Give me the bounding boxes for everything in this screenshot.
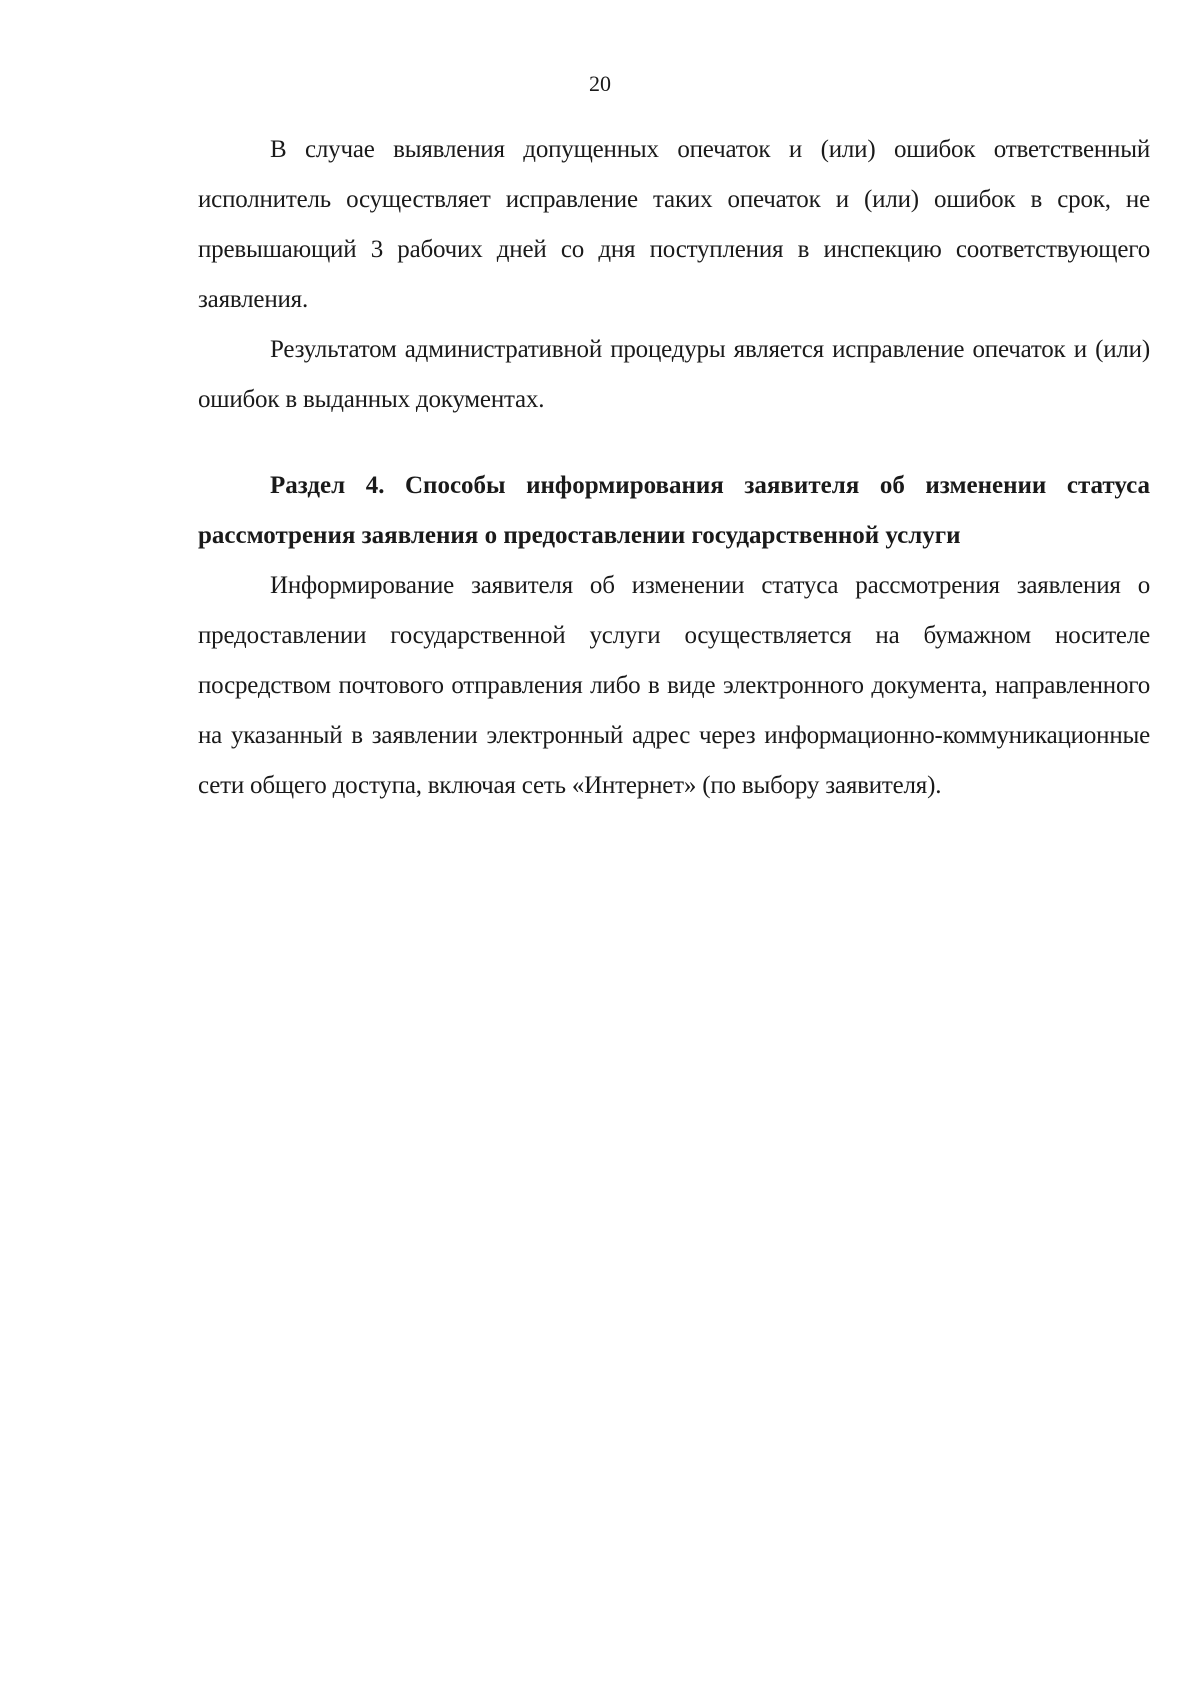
paragraph-procedure-result: Результатом административной процедуры является исправление опечаток и (или) ошибок в выданных документах. — [198, 336, 1150, 413]
section-heading: Раздел 4. Способы информирования заявителя об изменении статуса рассмотрения заявления о предоставлении государственной услуги — [198, 472, 1150, 549]
paragraph-informing-applicant: Информирование заявителя об изменении статуса рассмотрения заявления о предоставлении государственной услуги осуществляется на бумажном носителе посредством почтового отправления либо в виде электронного документа, направленного на указанный в заявлении электронный адрес через информационно-коммуникационные сети общего доступа, включая сеть «Интернет» (по выбору заявителя). — [198, 572, 1150, 799]
page-content — [198, 125, 1150, 811]
page-number: 20 — [589, 71, 611, 96]
paragraph-corrections-procedure: В случае выявления допущенных опечаток и (или) ошибок ответственный исполнитель осуществляет исправление таких опечаток и (или) ошибок в срок, не превышающий 3 рабочих дней со дня поступления в инспекцию соответствующего заявления. — [198, 136, 1150, 313]
